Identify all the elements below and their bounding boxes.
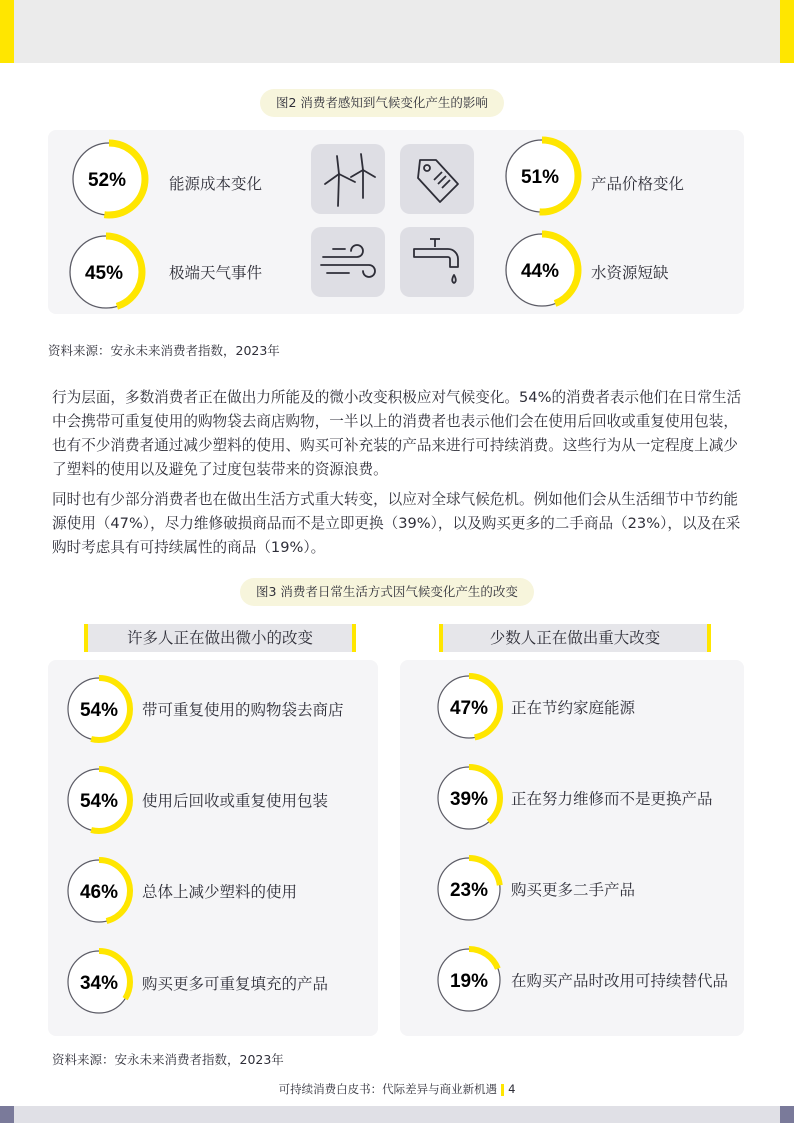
label-extreme-weather: 极端天气事件 [169, 264, 263, 282]
label-reusable-bags: 带可重复使用的购物袋去商店 [142, 701, 344, 719]
label-recycle-packaging: 使用后回收或重复使用包装 [142, 792, 329, 810]
label-repair: 正在努力维修而不是更换产品 [511, 790, 713, 808]
label-refillable: 购买更多可重复填充的产品 [142, 975, 329, 993]
price-tag-icon [400, 144, 474, 214]
bottom-band [0, 1106, 794, 1123]
wind-turbine-tile [311, 144, 385, 214]
water-tap-icon [400, 227, 474, 297]
bottom-bar-right [780, 1106, 794, 1123]
donut-value: 23% [449, 880, 489, 901]
donut-value: 44% [520, 261, 560, 282]
donut-refillable [64, 947, 134, 1017]
price-tag-tile [400, 144, 474, 214]
wind-turbine-icon [311, 144, 385, 214]
page-footer [0, 1081, 794, 1097]
donut-save-energy [434, 672, 504, 742]
label-save-energy: 正在节约家庭能源 [511, 699, 636, 717]
bottom-bar-left [0, 1106, 14, 1123]
footer-title: 可持续消费白皮书：代际差异与商业新机遇 [278, 1082, 498, 1096]
page-number: 4 [508, 1082, 516, 1096]
label-second-hand: 购买更多二手产品 [511, 881, 636, 899]
donut-repair [434, 763, 504, 833]
label-energy-cost: 能源成本变化 [169, 175, 263, 193]
figure3-source: 资料来源：安永未来消费者指数，2023年 [52, 1052, 284, 1067]
wind-icon [311, 227, 385, 297]
label-sustainable-alternatives: 在购买产品时改用可持续替代品 [511, 972, 729, 990]
donut-value: 39% [449, 789, 489, 810]
figure2-panel [48, 130, 744, 314]
right-column-panel [400, 660, 744, 1036]
accent-bar-right [780, 0, 794, 63]
accent-bar-left [0, 0, 14, 63]
donut-value: 51% [520, 167, 560, 188]
donut-value: 46% [79, 882, 119, 903]
body-paragraph-2: 同时也有少部分消费者也在做出生活方式重大转变，以应对全球气候危机。例如他们会从生活细节中节约能源使用（47%），尽力维修破损商品而不是立即更换（39%），以及购买更多的二手商品（23%），以及在采购时考虑具有可持续属性的商品（19%）。 [52, 491, 741, 556]
donut-value: 54% [79, 700, 119, 721]
label-reduce-plastic: 总体上减少塑料的使用 [142, 883, 298, 901]
donut-value: 45% [84, 263, 124, 284]
donut-sustainable-alternatives [434, 945, 504, 1015]
left-column-panel [48, 660, 378, 1036]
donut-second-hand [434, 854, 504, 924]
donut-value: 47% [449, 698, 489, 719]
donut-reusable-bags [64, 674, 134, 744]
donut-value: 54% [79, 791, 119, 812]
donut-reduce-plastic [64, 856, 134, 926]
wind-tile [311, 227, 385, 297]
water-tap-tile [400, 227, 474, 297]
figure3-title: 图3 消费者日常生活方式因气候变化产生的改变 [240, 578, 534, 606]
donut-value: 34% [79, 973, 119, 994]
donut-extreme-weather [65, 231, 147, 313]
donut-value: 19% [449, 971, 489, 992]
donut-price-change [501, 135, 583, 217]
donut-water-shortage [501, 229, 583, 311]
body-paragraph-1: 行为层面，多数消费者正在做出力所能及的微小改变积极应对气候变化。54%的消费者表示他们在日常生活中会携带可重复使用的购物袋去商店购物，一半以上的消费者也表示他们会在使用后回收或重复使用包装，也有不少消费者通过减少塑料的使用、购买可补充装的产品来进行可持续消费。这些行为从一定程度上减少了塑料的使用以及避免了过度包装带来的资源浪费。 [52, 389, 742, 478]
right-column-header: 少数人正在做出重大改变 [439, 624, 711, 652]
label-water-shortage: 水资源短缺 [591, 264, 669, 282]
figure2-title: 图2 消费者感知到气候变化产生的影响 [260, 89, 504, 117]
donut-energy-cost [68, 138, 150, 220]
figure2-source: 资料来源：安永未来消费者指数，2023年 [48, 343, 280, 358]
donut-value: 52% [87, 170, 127, 191]
footer-separator [501, 1084, 504, 1096]
donut-recycle-packaging [64, 765, 134, 835]
top-band [0, 0, 794, 63]
left-column-header: 许多人正在做出微小的改变 [84, 624, 356, 652]
label-price-change: 产品价格变化 [591, 175, 685, 193]
